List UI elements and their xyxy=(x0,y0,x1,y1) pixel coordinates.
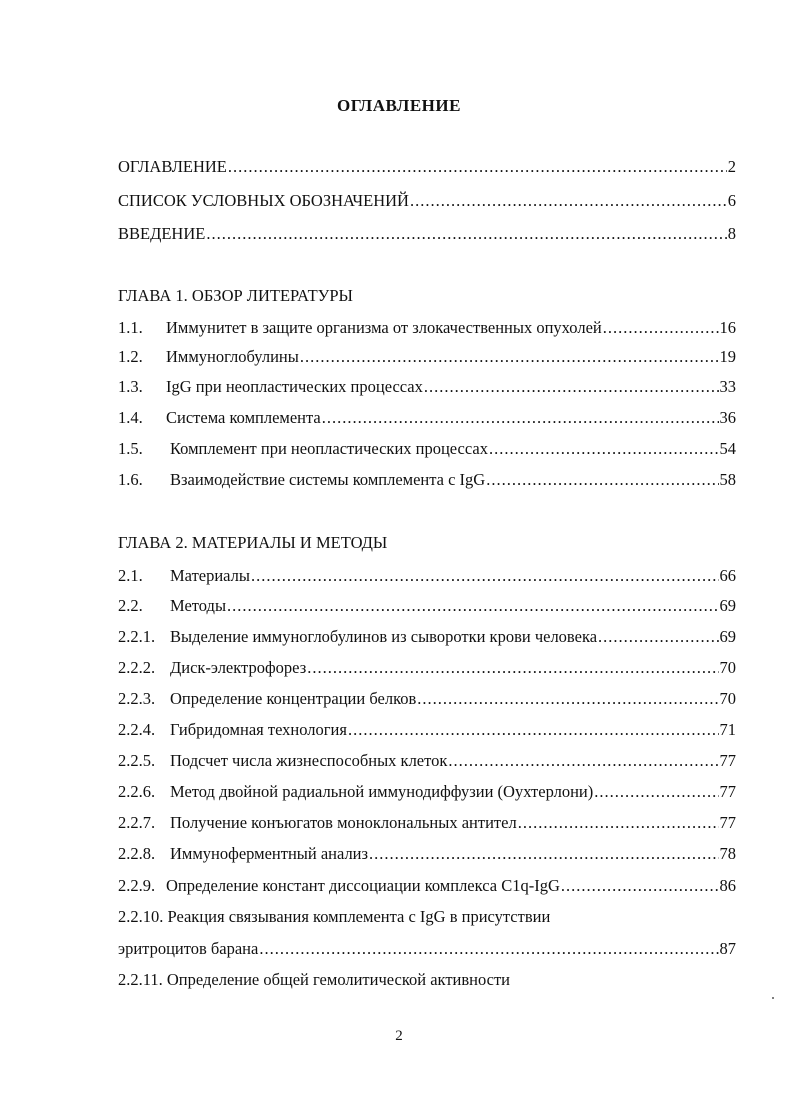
leader-dots xyxy=(486,470,718,490)
toc-entry-1-6[interactable] xyxy=(118,470,736,490)
leader-dots xyxy=(206,224,726,244)
toc-entry-page: 86 xyxy=(719,876,736,895)
toc-entry-number: 2.2.5. xyxy=(118,751,156,770)
leader-dots xyxy=(598,627,718,647)
toc-entry-2-2-7[interactable] xyxy=(118,813,736,833)
toc-entry-2-2-2[interactable] xyxy=(118,658,736,678)
toc-entry-page: 16 xyxy=(719,318,736,337)
toc-entry-label: Метод двойной радиальной иммунодиффузии (Оухтерлони) xyxy=(170,782,594,801)
toc-entry-2-2-3[interactable] xyxy=(118,689,736,709)
toc-entry-number: 1.3. xyxy=(118,377,143,396)
toc-entry-number: 2.1. xyxy=(118,566,143,585)
leader-dots xyxy=(300,347,719,367)
toc-entry-2-2-11[interactable] xyxy=(118,970,510,990)
toc-entry-number: 1.6. xyxy=(118,470,143,489)
toc-entry-label: Определение констант диссоциации комплекса C1q-IgG xyxy=(166,876,560,895)
toc-entry-number: 1.4. xyxy=(118,408,143,427)
toc-entry-number: 1.2. xyxy=(118,347,143,366)
toc-entry-page: 2 xyxy=(727,157,736,176)
toc-entry-2-2-8[interactable] xyxy=(118,844,736,864)
toc-entry-number: 2.2.6. xyxy=(118,782,156,801)
toc-entry-2-2[interactable] xyxy=(118,596,736,616)
toc-entry-number: 1.5. xyxy=(118,439,143,458)
toc-entry-number: 2.2.2. xyxy=(118,658,156,677)
leader-dots xyxy=(369,844,718,864)
toc-entry-page: 33 xyxy=(719,377,736,396)
leader-dots xyxy=(228,157,727,177)
toc-entry-2-1[interactable] xyxy=(118,566,736,586)
chapter-1-heading[interactable]: ГЛАВА 1. ОБЗОР ЛИТЕРАТУРЫ xyxy=(118,286,353,305)
toc-entry-2-2-5[interactable] xyxy=(118,751,736,771)
toc-entry-2-2-10[interactable] xyxy=(118,907,550,927)
toc-entry-label: Комплемент при неопластических процессах xyxy=(170,439,488,458)
toc-entry-oglavlenie[interactable] xyxy=(118,157,736,177)
leader-dots xyxy=(322,408,719,428)
toc-entry-page: 54 xyxy=(719,439,736,458)
toc-entry-label: Определение концентрации белков xyxy=(170,689,417,708)
toc-entry-label: Иммуноглобулины xyxy=(166,347,299,366)
toc-entry-2-2-6[interactable] xyxy=(118,782,736,802)
toc-entry-1-3[interactable] xyxy=(118,377,736,397)
toc-entry-2-2-10-continuation[interactable] xyxy=(118,939,736,959)
toc-entry-page: 19 xyxy=(719,347,736,366)
toc-entry-label: Определение общей гемолитической активности xyxy=(166,970,511,989)
leader-dots xyxy=(259,939,718,959)
chapter-2-heading[interactable]: ГЛАВА 2. МАТЕРИАЛЫ И МЕТОДЫ xyxy=(118,533,388,552)
toc-entry-page: 58 xyxy=(719,470,736,489)
toc-entry-page: 69 xyxy=(719,627,736,646)
toc-entry-number: 1.1. xyxy=(118,318,143,337)
toc-entry-label: Диск-электрофорез xyxy=(170,658,307,677)
toc-entry-page: 77 xyxy=(719,813,736,832)
leader-dots xyxy=(489,439,719,459)
leader-dots xyxy=(251,566,719,586)
leader-dots xyxy=(348,720,719,740)
toc-entry-page: 8 xyxy=(727,224,736,243)
leader-dots xyxy=(307,658,718,678)
toc-entry-page: 66 xyxy=(719,566,736,585)
toc-entry-number: 2.2.11. xyxy=(118,970,163,989)
toc-entry-page: 77 xyxy=(719,782,736,801)
leader-dots xyxy=(561,876,719,896)
toc-entry-label: Система комплемента xyxy=(166,408,321,427)
leader-dots xyxy=(424,377,719,397)
toc-entry-label: Подсчет числа жизнеспособных клеток xyxy=(170,751,448,770)
toc-entry-number: 2.2.9. xyxy=(118,876,156,895)
toc-entry-label: ОГЛАВЛЕНИЕ xyxy=(118,157,227,176)
toc-entry-number: 2.2.8. xyxy=(118,844,156,863)
toc-entry-label: IgG при неопластических процессах xyxy=(166,377,423,396)
toc-entry-page: 71 xyxy=(719,720,736,739)
toc-entry-page: 78 xyxy=(719,844,736,863)
toc-entry-introduction[interactable] xyxy=(118,224,736,244)
toc-entry-page: 87 xyxy=(719,939,736,958)
leader-dots xyxy=(594,782,718,802)
toc-entry-label: Реакция связывания комплемента с IgG в присутствии xyxy=(167,907,551,926)
toc-entry-label: Гибридомная технология xyxy=(170,720,347,739)
toc-entry-label: Методы xyxy=(170,596,227,615)
leader-dots xyxy=(410,191,727,211)
scan-speck xyxy=(772,997,774,999)
toc-entry-abbreviations[interactable] xyxy=(118,191,736,211)
toc-entry-number: 2.2.4. xyxy=(118,720,156,739)
leader-dots xyxy=(518,813,719,833)
toc-entry-label: Взаимодействие системы комплемента с IgG xyxy=(170,470,486,489)
toc-entry-label: Иммуноферментный анализ xyxy=(170,844,369,863)
toc-entry-label: Выделение иммуноглобулинов из сыворотки крови человека xyxy=(170,627,598,646)
toc-entry-page: 36 xyxy=(719,408,736,427)
toc-entry-page: 69 xyxy=(719,596,736,615)
toc-title: ОГЛАВЛЕНИЕ xyxy=(337,96,461,115)
leader-dots xyxy=(417,689,718,709)
toc-entry-label: Получение конъюгатов моноклональных антител xyxy=(170,813,517,832)
leader-dots xyxy=(227,596,718,616)
toc-entry-1-2[interactable] xyxy=(118,347,736,367)
toc-entry-1-1[interactable] xyxy=(118,318,736,338)
toc-entry-number: 2.2.1. xyxy=(118,627,156,646)
leader-dots xyxy=(603,318,719,338)
leader-dots xyxy=(448,751,718,771)
toc-entry-label: Материалы xyxy=(170,566,250,585)
toc-entry-page: 70 xyxy=(719,689,736,708)
toc-entry-1-4[interactable] xyxy=(118,408,736,428)
toc-entry-page: 70 xyxy=(719,658,736,677)
toc-entry-number: 2.2.3. xyxy=(118,689,156,708)
toc-entry-1-5[interactable] xyxy=(118,439,736,459)
toc-entry-number: 2.2.7. xyxy=(118,813,156,832)
toc-entry-number: 2.2. xyxy=(118,596,143,615)
toc-entry-2-2-1[interactable] xyxy=(118,627,736,647)
toc-entry-page: 77 xyxy=(719,751,736,770)
toc-entry-page: 6 xyxy=(727,191,736,210)
page-number: 2 xyxy=(395,1028,403,1044)
toc-entry-label: эритроцитов барана xyxy=(118,939,259,958)
toc-entry-label: ВВЕДЕНИЕ xyxy=(118,224,206,243)
toc-entry-2-2-9[interactable] xyxy=(118,876,736,896)
toc-entry-number: 2.2.10. xyxy=(118,907,164,926)
toc-entry-label: СПИСОК УСЛОВНЫХ ОБОЗНАЧЕНИЙ xyxy=(118,191,409,210)
toc-entry-label: Иммунитет в защите организма от злокачественных опухолей xyxy=(166,318,602,337)
toc-entry-2-2-4[interactable] xyxy=(118,720,736,740)
